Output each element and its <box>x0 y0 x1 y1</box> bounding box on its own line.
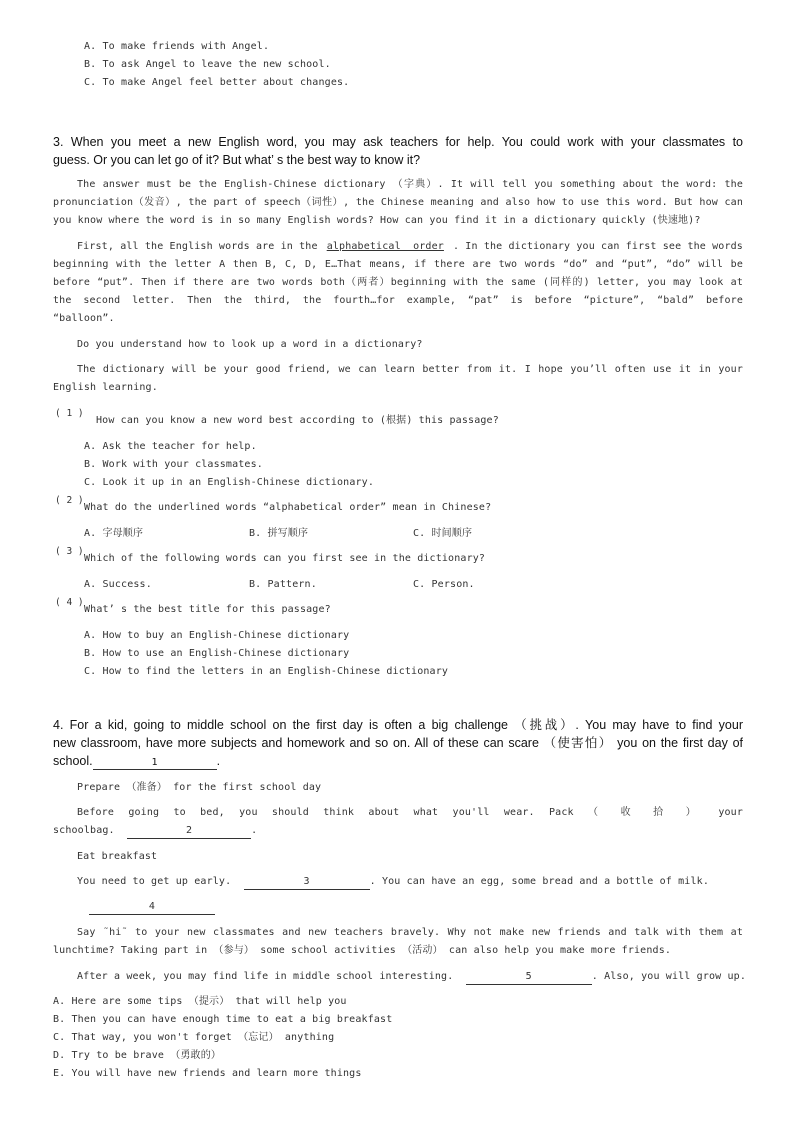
q4-eat-breakfast: Eat breakfast <box>77 851 158 862</box>
blank-4[interactable]: 4 <box>89 900 215 915</box>
q3-sub3-text: Which of the following words can you first see in the dictionary? <box>84 553 486 564</box>
q3-p3: Do you understand how to look up a word in a dictionary? <box>77 339 423 350</box>
option-b: B. To ask Angel to leave the new school. <box>84 59 331 70</box>
q3-sub3-option-b: B. Pattern. <box>249 579 317 590</box>
q3-sub4-option-c: C. How to find the letters in an English-Chinese dictionary <box>84 666 449 677</box>
q4-say-line2: lunchtime? Taking part in （参与） some school activities （活动） can also help you make more friends. <box>53 945 672 956</box>
q3-p2-line3: before “put”. Then if there are two words both（两者）beginning with the same (同样的) letter, you may look at <box>53 277 743 288</box>
q4-after-pre: After a week, you may find life in middle school interesting. <box>77 971 454 982</box>
q3-p2-line1 <box>77 240 743 254</box>
q4-before-line2-post: . <box>251 825 258 836</box>
q3-heading-line2: guess. Or you can let go of it? But what’ s the best way to know it? <box>53 153 421 167</box>
q3-sub2-option-b: B. 拼写顺序 <box>249 528 309 539</box>
q3-sub1-number: ( 1 ) <box>55 408 84 419</box>
blank-1[interactable]: 1 <box>93 756 217 770</box>
q4-say-line1: Say ˜hi˜ to your new classmates and new teachers bravely. Why not make new friends and talk with them at <box>77 927 743 938</box>
q3-sub4-number: ( 4 ) <box>55 597 84 608</box>
q3-p1-line2: pronunciation（发音）, the part of speech（词性）, the Chinese meaning and also how to use this word. But how can <box>53 197 743 208</box>
q4-heading-line3 <box>53 753 220 770</box>
underlined-alphabetical-order: alphabetical order <box>326 241 444 252</box>
q3-sub1-option-b: B. Work with your classmates. <box>84 459 263 470</box>
q3-sub2-number: ( 2 ) <box>55 495 84 506</box>
q4-heading-line3-post: . <box>216 754 221 768</box>
blank-5[interactable]: 5 <box>466 970 592 985</box>
q4-heading-line3-pre: school. <box>53 754 93 768</box>
q3-sub1-option-c: C. Look it up in an English-Chinese dictionary. <box>84 477 375 488</box>
q4-before-line2 <box>53 824 257 839</box>
q3-sub1-text: How can you know a new word best according to (根据) this passage? <box>96 415 499 426</box>
q3-sub2-option-c: C. 时间顺序 <box>413 528 473 539</box>
q4-heading-line1: 4. For a kid, going to middle school on the first day is often a big challenge （挑战）. You may have to find your <box>53 718 743 732</box>
q3-p2-line4: the second letter. Then the third, the fourth…for example, “pat” is before “picture”, “bald” before <box>53 295 743 306</box>
q4-getup-line <box>77 875 709 890</box>
q4-option-b: B. Then you can have enough time to eat a big breakfast <box>53 1014 393 1025</box>
option-a: A. To make friends with Angel. <box>84 41 270 52</box>
option-c: C. To make Angel feel better about changes. <box>84 77 350 88</box>
q3-p4-line1: The dictionary will be your good friend, we can learn better from it. I hope you’ll often use it in your <box>77 364 743 375</box>
q4-after-post: . Also, you will grow up. <box>591 971 747 982</box>
q3-sub3-number: ( 3 ) <box>55 546 84 557</box>
q3-p2-line5: “balloon”. <box>53 313 115 324</box>
q4-option-c: C. That way, you won't forget （忘记） anything <box>53 1032 335 1043</box>
q3-sub1-option-a: A. Ask the teacher for help. <box>84 441 257 452</box>
q4-after-line <box>77 970 746 985</box>
q3-p2-line2: beginning with the letter A then B, C, D, E…That means, if there are two words “do” and “put”, “do” will be <box>53 259 743 270</box>
blank-2[interactable]: 2 <box>127 824 251 839</box>
q3-p1-line3: you know where the word is in so many English words? How can you find it in a dictionary quickly (快速地)? <box>53 215 701 226</box>
blank-3[interactable]: 3 <box>244 875 370 890</box>
q4-getup-post: . You can have an egg, some bread and a bottle of milk. <box>369 876 709 887</box>
q4-before-line1: Before going to bed, you should think about what you'll wear. Pack （ 收 拾 ） your <box>77 807 743 818</box>
blank-4-line <box>89 900 215 915</box>
q3-p1-line1: The answer must be the English-Chinese dictionary （字典）. It will tell you something about the word: the <box>77 179 743 190</box>
q3-sub4-text: What’ s the best title for this passage? <box>84 604 331 615</box>
q4-before-line2-pre: schoolbag. <box>53 825 115 836</box>
q3-sub4-option-a: A. How to buy an English-Chinese dictionary <box>84 630 350 641</box>
q4-option-e: E. You will have new friends and learn more things <box>53 1068 362 1079</box>
q4-getup-pre: You need to get up early. <box>77 876 232 887</box>
q3-heading-line1: 3. When you meet a new English word, you may ask teachers for help. You could work with your classmates to <box>53 135 743 149</box>
q4-option-d: D. Try to be brave （勇敢的） <box>53 1050 221 1061</box>
q4-prepare: Prepare （准备） for the first school day <box>77 782 322 793</box>
q3-sub3-option-a: A. Success. <box>84 579 152 590</box>
q3-p2-line1-pre: First, all the English words are in the <box>77 241 318 252</box>
q3-sub4-option-b: B. How to use an English-Chinese dictionary <box>84 648 350 659</box>
q3-p4-line2: English learning. <box>53 382 158 393</box>
q3-sub2-text: What do the underlined words “alphabetical order” mean in Chinese? <box>84 502 492 513</box>
q4-option-a: A. Here are some tips （提示） that will help you <box>53 996 347 1007</box>
q4-heading-line2: new classroom, have more subjects and homework and so on. All of these can scare （使害怕） you on the first day of <box>53 736 743 750</box>
q3-sub2-option-a: A. 字母顺序 <box>84 528 144 539</box>
q3-p2-line1-post: . In the dictionary you can first see the words <box>452 241 743 252</box>
q3-sub3-option-c: C. Person. <box>413 579 475 590</box>
